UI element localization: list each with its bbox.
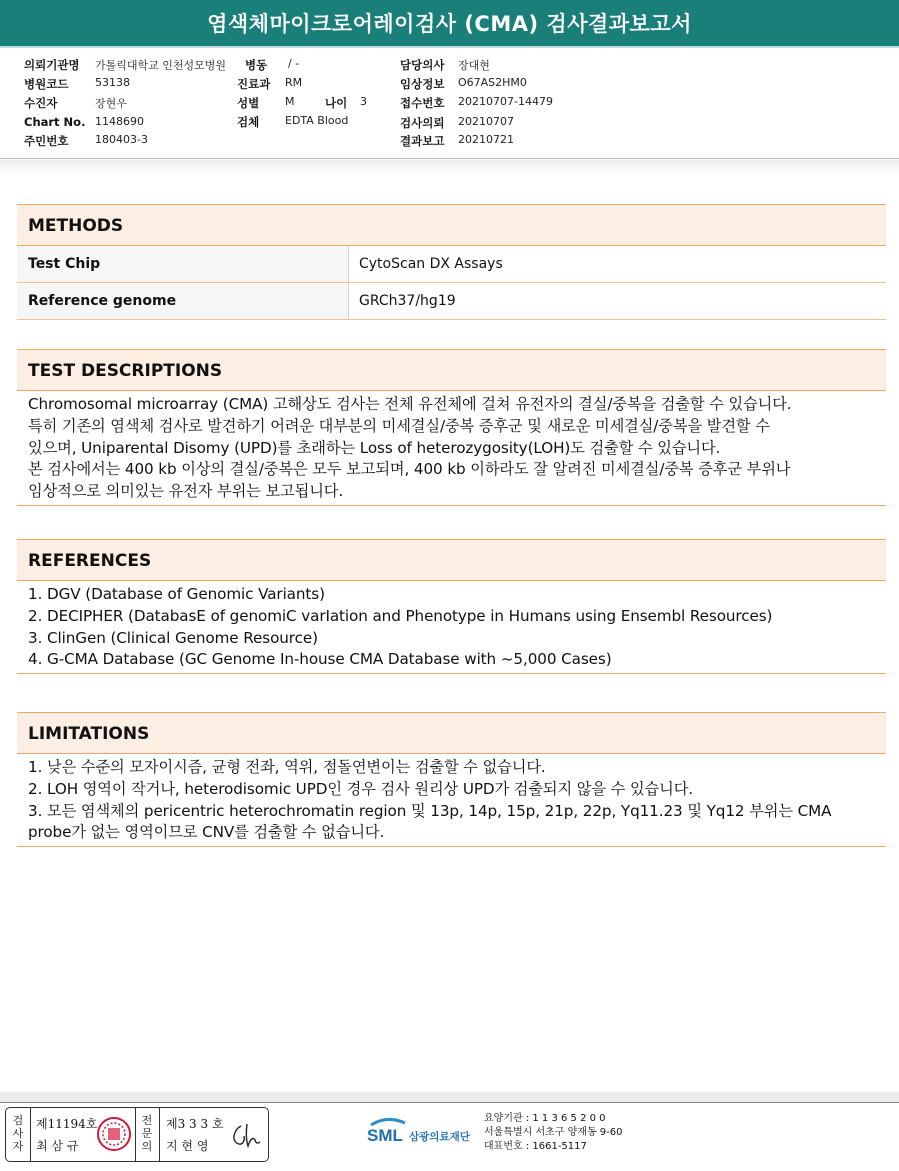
info-label: 병원코드 — [24, 77, 69, 91]
table-row — [17, 283, 886, 320]
method-value: CytoScan DX Assays — [359, 256, 503, 272]
list-item: probe가 없는 영역이므로 CNV를 검출할 수 없습니다. — [28, 823, 385, 842]
method-value: GRCh37/hg19 — [359, 293, 456, 309]
signature-box — [5, 1107, 269, 1162]
title-underline — [0, 46, 899, 48]
list-item: 2. LOH 영역이 작거나, heterodisomic UPD인 경우 검사 원리상 UPD가 검출되지 않을 수 있습니다. — [28, 779, 693, 798]
signer1-role-cell — [6, 1108, 31, 1161]
info-value: 20210721 — [458, 133, 514, 146]
info-value: 20210707-14479 — [458, 95, 553, 108]
section-heading: TEST DESCRIPTIONS — [17, 349, 886, 391]
info-label: 주민번호 — [24, 134, 69, 148]
info-label: 담당의사 — [400, 58, 445, 72]
info-value: 20210707 — [458, 115, 514, 128]
limitations-body — [17, 754, 886, 847]
info-label: Chart No. — [24, 115, 86, 129]
method-key: Reference genome — [17, 283, 349, 319]
info-value: EDTA Blood — [285, 114, 349, 127]
info-label: 나이 — [325, 96, 348, 110]
test-descriptions-section — [17, 349, 886, 506]
handwritten-signature-icon — [227, 1120, 263, 1150]
text-line: 특히 기존의 염색체 검사로 발견하기 어려운 대부분의 미세결실/중복 증후군 및 새로운 미세결실/중복을 발견할 수 — [28, 416, 770, 435]
info-value: 53138 — [95, 76, 130, 89]
signer2-number: 제3 3 3 호 — [166, 1117, 224, 1131]
list-item: 3. 모든 염색체의 pericentric heterochromatin region 및 13p, 14p, 15p, 21p, 22p, Yq11.23 및 Yq12 부위는 CMA — [28, 801, 832, 820]
info-label: 의뢰기관명 — [24, 58, 80, 72]
footer-band — [0, 1092, 899, 1102]
references-section — [17, 539, 886, 674]
org-address — [484, 1112, 623, 1154]
info-value: O67AS2HM0 — [458, 76, 527, 89]
limitations-section — [17, 712, 886, 847]
address-line: 대표번호 : 1661-5117 — [484, 1141, 587, 1152]
text-line: 있으며, Uniparental Disomy (UPD)를 초래하는 Loss of heterozygosity(LOH)도 검출할 수 있습니다. — [28, 438, 721, 457]
description-body — [17, 391, 886, 506]
official-seal-icon — [96, 1116, 132, 1152]
info-label: 성별 — [237, 96, 260, 110]
org-name: 삼광의료재단 — [409, 1131, 470, 1143]
methods-section — [17, 204, 886, 320]
signer1-cell — [30, 1108, 136, 1161]
sml-logo — [367, 1115, 477, 1153]
method-key: Test Chip — [17, 246, 349, 282]
list-item: 3. ClinGen (Clinical Genome Resource) — [28, 628, 318, 647]
address-line: 서울특별시 서초구 양재동 9-60 — [484, 1127, 623, 1138]
signer1-number: 제11194호 — [36, 1117, 98, 1131]
text-line: Chromosomal microarray (CMA) 고해상도 검사는 전체 유전체에 걸쳐 유전자의 결실/중복을 검출할 수 있습니다. — [28, 395, 792, 413]
info-label: 결과보고 — [400, 134, 445, 148]
address-line: 요양기관 : 1 1 3 6 5 2 0 0 — [484, 1113, 606, 1124]
text-line: 본 검사에서는 400 kb 이상의 결실/중복은 모두 보고되며, 400 kb 이하라도 잘 알려진 미세결실/중복 증후군 부위나 — [28, 460, 791, 479]
info-value: 장현우 — [95, 97, 127, 110]
info-label: 진료과 — [237, 77, 271, 91]
signer1-name: 최 삼 규 — [36, 1139, 79, 1153]
sml-logo-icon — [367, 1115, 477, 1149]
list-item: 1. DGV (Database of Genomic Variants) — [28, 585, 325, 603]
references-body — [17, 581, 886, 674]
info-shadow — [0, 160, 899, 174]
signer2-role-cell — [135, 1108, 160, 1161]
section-heading: REFERENCES — [17, 539, 886, 581]
info-value: M — [285, 95, 295, 108]
info-value: 180403-3 — [95, 133, 148, 146]
info-label: 병동 — [245, 58, 268, 72]
list-item: 4. G-CMA Database (GC Genome In-house CMA Database with ~5,000 Cases) — [28, 650, 612, 669]
info-label: 접수번호 — [400, 96, 445, 110]
footer-divider — [0, 1102, 899, 1103]
text-line: 임상적으로 의미있는 유전자 부위는 보고됩니다. — [28, 482, 344, 501]
info-label: 검사의뢰 — [400, 116, 445, 130]
signer2-role: 전문의 — [141, 1114, 153, 1153]
info-label: 임상정보 — [400, 77, 445, 91]
info-value: / - — [288, 57, 300, 70]
signer1-role: 검사자 — [12, 1114, 24, 1153]
logo-text: SML — [367, 1126, 403, 1145]
table-row — [17, 246, 886, 283]
info-label: 수진자 — [24, 96, 58, 110]
info-divider — [0, 158, 899, 159]
signer2-name: 지 현 영 — [166, 1139, 209, 1153]
info-value: 1148690 — [95, 115, 144, 128]
section-heading: LIMITATIONS — [17, 712, 886, 754]
list-item: 1. 낮은 수준의 모자이시즘, 균형 전좌, 역위, 점돌연변이는 검출할 수 없습니다. — [28, 758, 546, 776]
signer2-cell — [159, 1108, 268, 1161]
info-value: 가톨릭대학교 인천성모병원 — [95, 59, 227, 72]
patient-info — [0, 55, 899, 155]
section-heading: METHODS — [17, 204, 886, 246]
list-item: 2. DECIPHER (DatabasE of genomiC varIation and Phenotype in Humans using Ensembl Resources) — [28, 606, 773, 625]
info-value: 3 — [360, 95, 367, 108]
info-label: 검체 — [237, 115, 260, 129]
info-value: 장대현 — [458, 59, 490, 72]
report-title: 염색체마이크로어레이검사 (CMA) 검사결과보고서 — [0, 0, 899, 46]
info-value: RM — [285, 76, 303, 89]
